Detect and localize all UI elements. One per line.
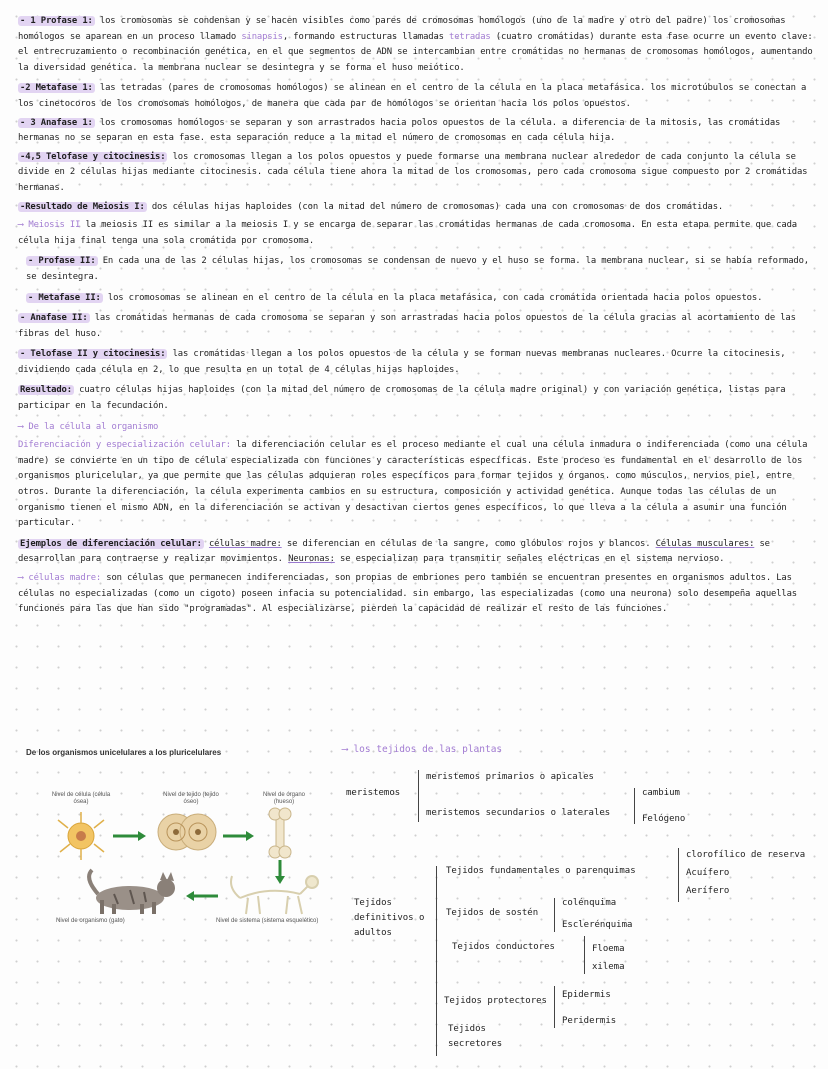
meristemos-label: meristemos xyxy=(346,788,401,798)
ejemplos-paragraph xyxy=(18,537,814,568)
metafase2-paragraph xyxy=(18,291,814,307)
telofase2-paragraph xyxy=(18,347,814,378)
resultado2-paragraph xyxy=(18,383,814,414)
telofase1-title: -4,5 Telofase y citocinesis: xyxy=(20,151,166,162)
profase1-text-a: los cromosomas se condensan y se hacen visibles como pares de cromosomas homólogos (uno de la madre y otro del padre) los cromosomas homólogos se aparean en un proceso llamado xyxy=(18,16,786,42)
anafase1-title: - 3 Anafase 1: xyxy=(20,117,93,128)
resultado1-text: dos células hijas haploides (con la mitad del número de cromosomas) cada una con cromosomas de dos cromátidas. xyxy=(146,201,724,212)
meiosis2-intro xyxy=(18,218,814,249)
tissue-level-label: Nivel de tejido (tejido óseo) xyxy=(163,792,219,805)
arrow-left-icon xyxy=(186,891,218,901)
bone-tissue-icon xyxy=(158,814,216,850)
ejemplo-madre-term: células madre: xyxy=(208,538,282,549)
ejemplo-muscular-term: Células musculares: xyxy=(655,538,755,549)
meristemos-primarios: meristemos primarios o apicales xyxy=(426,772,594,782)
profase1-title: - 1 Profase 1: xyxy=(20,16,93,26)
tejidos-definitivos-label: Tejidos definitivos o adultos xyxy=(354,898,425,938)
system-level-label: Nivel de sistema (sistema esquelético) xyxy=(216,918,319,924)
acuifero-label: Acuífero xyxy=(686,868,730,878)
tejidos-sosten: Tejidos de sostén xyxy=(446,908,539,918)
resultado2-text: cuatro células hijas haploides (con la mitad del número de cromosomas de la célula madre original) y con variación genética, listas para participar en la fecundación. xyxy=(18,385,786,412)
bracket-line xyxy=(436,866,437,1056)
ejemplo-muscular-text: se desarrollan para contraerse y realizar movimientos. xyxy=(18,538,770,565)
organismo-heading xyxy=(18,420,814,436)
meristemos-secundarios: meristemos secundarios o laterales xyxy=(426,808,611,818)
esclerenquima-label: Esclerénquima xyxy=(562,920,633,930)
anafase2-paragraph xyxy=(18,311,814,342)
bracket-line xyxy=(634,788,635,824)
floema-label: Floema xyxy=(592,944,625,954)
organismo-title: ⟶ De la célula al organismo xyxy=(18,421,159,432)
arrow-down-icon xyxy=(275,860,285,884)
bone-organ-icon xyxy=(269,808,291,858)
organism-level-label: Nivel de organismo (gato) xyxy=(56,918,125,924)
bracket-line xyxy=(418,770,419,822)
notes-page xyxy=(18,14,814,623)
resultado1-paragraph xyxy=(18,200,814,216)
bracket-line xyxy=(584,936,585,974)
diferenciacion-paragraph xyxy=(18,438,814,532)
profase1-text-b: , formando estructuras llamadas xyxy=(282,31,450,42)
anafase1-paragraph xyxy=(18,116,814,147)
term-sinapsis: sinapsis xyxy=(241,31,283,42)
telofase1-text: los cromosomas llegan a los polos opuestos y puede formarse una membrana nuclear alrededor de cada conjunto la célula se divide en 2 células hijas mediante citocinesis. cada célula tiene ahora la mitad de los cromosomas, pero cada cromosoma sigue compuesto por 2 cromátidas hermanas. xyxy=(18,151,808,193)
cambium-label: cambium xyxy=(642,788,680,798)
anafase1-text: los cromosomas homólogos se separan y son arrastrados hacia polos opuestos de la célula. a diferencia de la mitosis, las cromátidas hermanas no se separan en esta fase. esta separación reduce a la mitad el número de cromosomas en cada célula hija. xyxy=(18,117,781,144)
celulas-madre-text: son células que permanecen indiferenciadas, son propias de embriones pero también se encuentran presentes en organismos adultos. Las células no especializadas (como un cigoto) poseen infacia su potencialidad. sin embargo, las especializadas (como una neurona) solo desempeña aquellas funciones para las que han sido "programadas". Al especializarse, pierden la capacidad de realizar el resto de las funciones. xyxy=(18,573,797,615)
diferenciacion-title: Diferenciación y especialización celular: xyxy=(18,440,231,451)
felogeno-label: Felógeno xyxy=(642,814,686,824)
arrow-right-icon xyxy=(223,831,254,841)
cat-icon xyxy=(89,870,175,914)
figure-drawing xyxy=(18,748,338,918)
ejemplo-neuronas-term: Neuronas: xyxy=(288,554,335,565)
tejidos-protectores: Tejidos protectores xyxy=(444,996,547,1006)
telofase2-title: - Telofase II y citocinesis: xyxy=(20,349,166,360)
clorofilico-label: clorofílico de reserva xyxy=(686,850,806,860)
plants-heading: ⟶ los tejidos de las plantas xyxy=(342,744,503,755)
bracket-line xyxy=(678,848,679,902)
xilema-label: xilema xyxy=(592,962,625,972)
profase2-text: En cada una de las 2 células hijas, los cromosomas se condensan de nuevo y el huso se forma. la membrana nuclear, si se había reformado, se desintegra. xyxy=(26,256,809,282)
cell-level-label: Nivel de célula (célula ósea) xyxy=(51,792,111,805)
tejidos-conductores: Tejidos conductores xyxy=(452,942,555,952)
arrow-right-icon xyxy=(113,831,146,841)
metafase2-text: los cromosomas se alinean en el centro de la célula en la placa metafásica, con cada cromátida orientada hacia polos opuestos. xyxy=(102,292,763,303)
celulas-madre-paragraph xyxy=(18,571,814,618)
peridermis-label: Peridermis xyxy=(562,1016,617,1026)
cat-skeleton-icon xyxy=(231,876,318,914)
telofase2-text: las cromátidas llegan a los polos opuestos de la célula y se forman nuevas membranas nucleares. Ocurre la citocinesis, dividiendo cada célula en 2, lo que resulta en un total de 4 células hijas haploides. xyxy=(18,349,786,375)
resultado1-title: -Resultado de Meiosis I: xyxy=(20,201,145,212)
term-tetradas: tetradas xyxy=(449,31,491,42)
ejemplo-neuronas-text: se especializan para transmitir señales eléctricas en el sistema nervioso. xyxy=(334,554,725,565)
profase2-paragraph xyxy=(18,254,814,285)
bracket-line xyxy=(554,898,555,932)
metafase1-title: -2 Metafase 1: xyxy=(20,83,93,94)
ejemplo-madre-text: se diferencian en células de la sangre, como glóbulos rojos y blancos. xyxy=(281,538,651,549)
bone-cell-icon xyxy=(58,812,104,860)
telofase1-paragraph xyxy=(18,150,814,197)
ejemplos-title: Ejemplos de diferenciación celular: xyxy=(20,538,202,549)
colenquima-label: colénquima xyxy=(562,898,617,908)
epidermis-label: Epidermis xyxy=(562,990,611,1000)
tejidos-secretores: Tejidos secretores xyxy=(448,1024,503,1049)
plant-tissues-tree xyxy=(340,740,820,1060)
anafase2-text: las cromátidas hermanas de cada cromosoma se separan y son arrastradas hacia polos opuestos de la célula gracias al acortamiento de las fibras del huso. xyxy=(18,313,796,339)
bracket-line xyxy=(554,986,555,1028)
profase1-text-c: (cuatro cromátidas) durante esta fase ocurre un evento clave: el entrecruzamiento o recombinación genética, en el que segmentos de ADN se intercambian entre cromátidas no hermanas de cromosomas homólogos, aumentando la diversidad genética. la membrana nuclear se desintegra y se forma el huso meiótico. xyxy=(18,31,813,73)
diferenciacion-text: la diferenciación celular es el proceso mediante el cual una célula inmadura o indiferenciada (como una célula madre) se convierte en un tipo de célula especializada con funciones y características específicas. Este proceso es fundamental en el desarrollo de los organismos pluricelular, ya que permite que las células adquieran roles específicos para formar tejidos y órganos. como músculos, nervios piel, entre otros. Durante la diferenciación, la célula experimenta cambios en su estructura, composición y actividad genética. Aunque todas las células de un organismo tienen el mismo ADN, en la diferenciación se activan y desactivan ciertos genes específicos, lo que lleva a la célula a asumir una función particular. xyxy=(18,440,808,529)
profase1-paragraph xyxy=(18,14,814,76)
anafase2-title: - Anafase II: xyxy=(20,313,88,324)
aerifero-label: Aerífero xyxy=(686,886,730,896)
meiosis2-intro-text: la meiosis II es similar a la meiosis I y se encarga de separar las cromátidas hermanas de cada cromosoma. En esta etapa permite que cada célula hija final tenga una sola cromátida por cromosoma. xyxy=(18,220,797,246)
profase2-title: - Profase II: xyxy=(28,256,96,267)
tejidos-fundamentales: Tejidos fundamentales o parenquimas xyxy=(446,866,636,876)
resultado2-title: Resultado: xyxy=(20,385,72,396)
metafase1-text: las tetradas (pares de cromosomas homólogos) se alinean en el centro de la célula en la placa metafásica. los microtúbulos se conectan a los cinetocoros de los cromosomas homólogos, de manera que cada par de homólogos se orientan hacia los polos opuestos. xyxy=(18,83,807,109)
figure-title: De los organismos unicelulares a los pluricelulares xyxy=(26,748,222,757)
metafase2-title: - Metafase II: xyxy=(28,292,101,303)
metafase1-paragraph xyxy=(18,81,814,112)
celulas-madre-title: ⟶ células madre: xyxy=(18,573,102,583)
meiosis2-title: ⟶ Meiosis II xyxy=(18,220,81,231)
organization-levels-figure xyxy=(18,748,338,938)
organ-level-label: Nivel de órgano (hueso) xyxy=(262,792,306,805)
